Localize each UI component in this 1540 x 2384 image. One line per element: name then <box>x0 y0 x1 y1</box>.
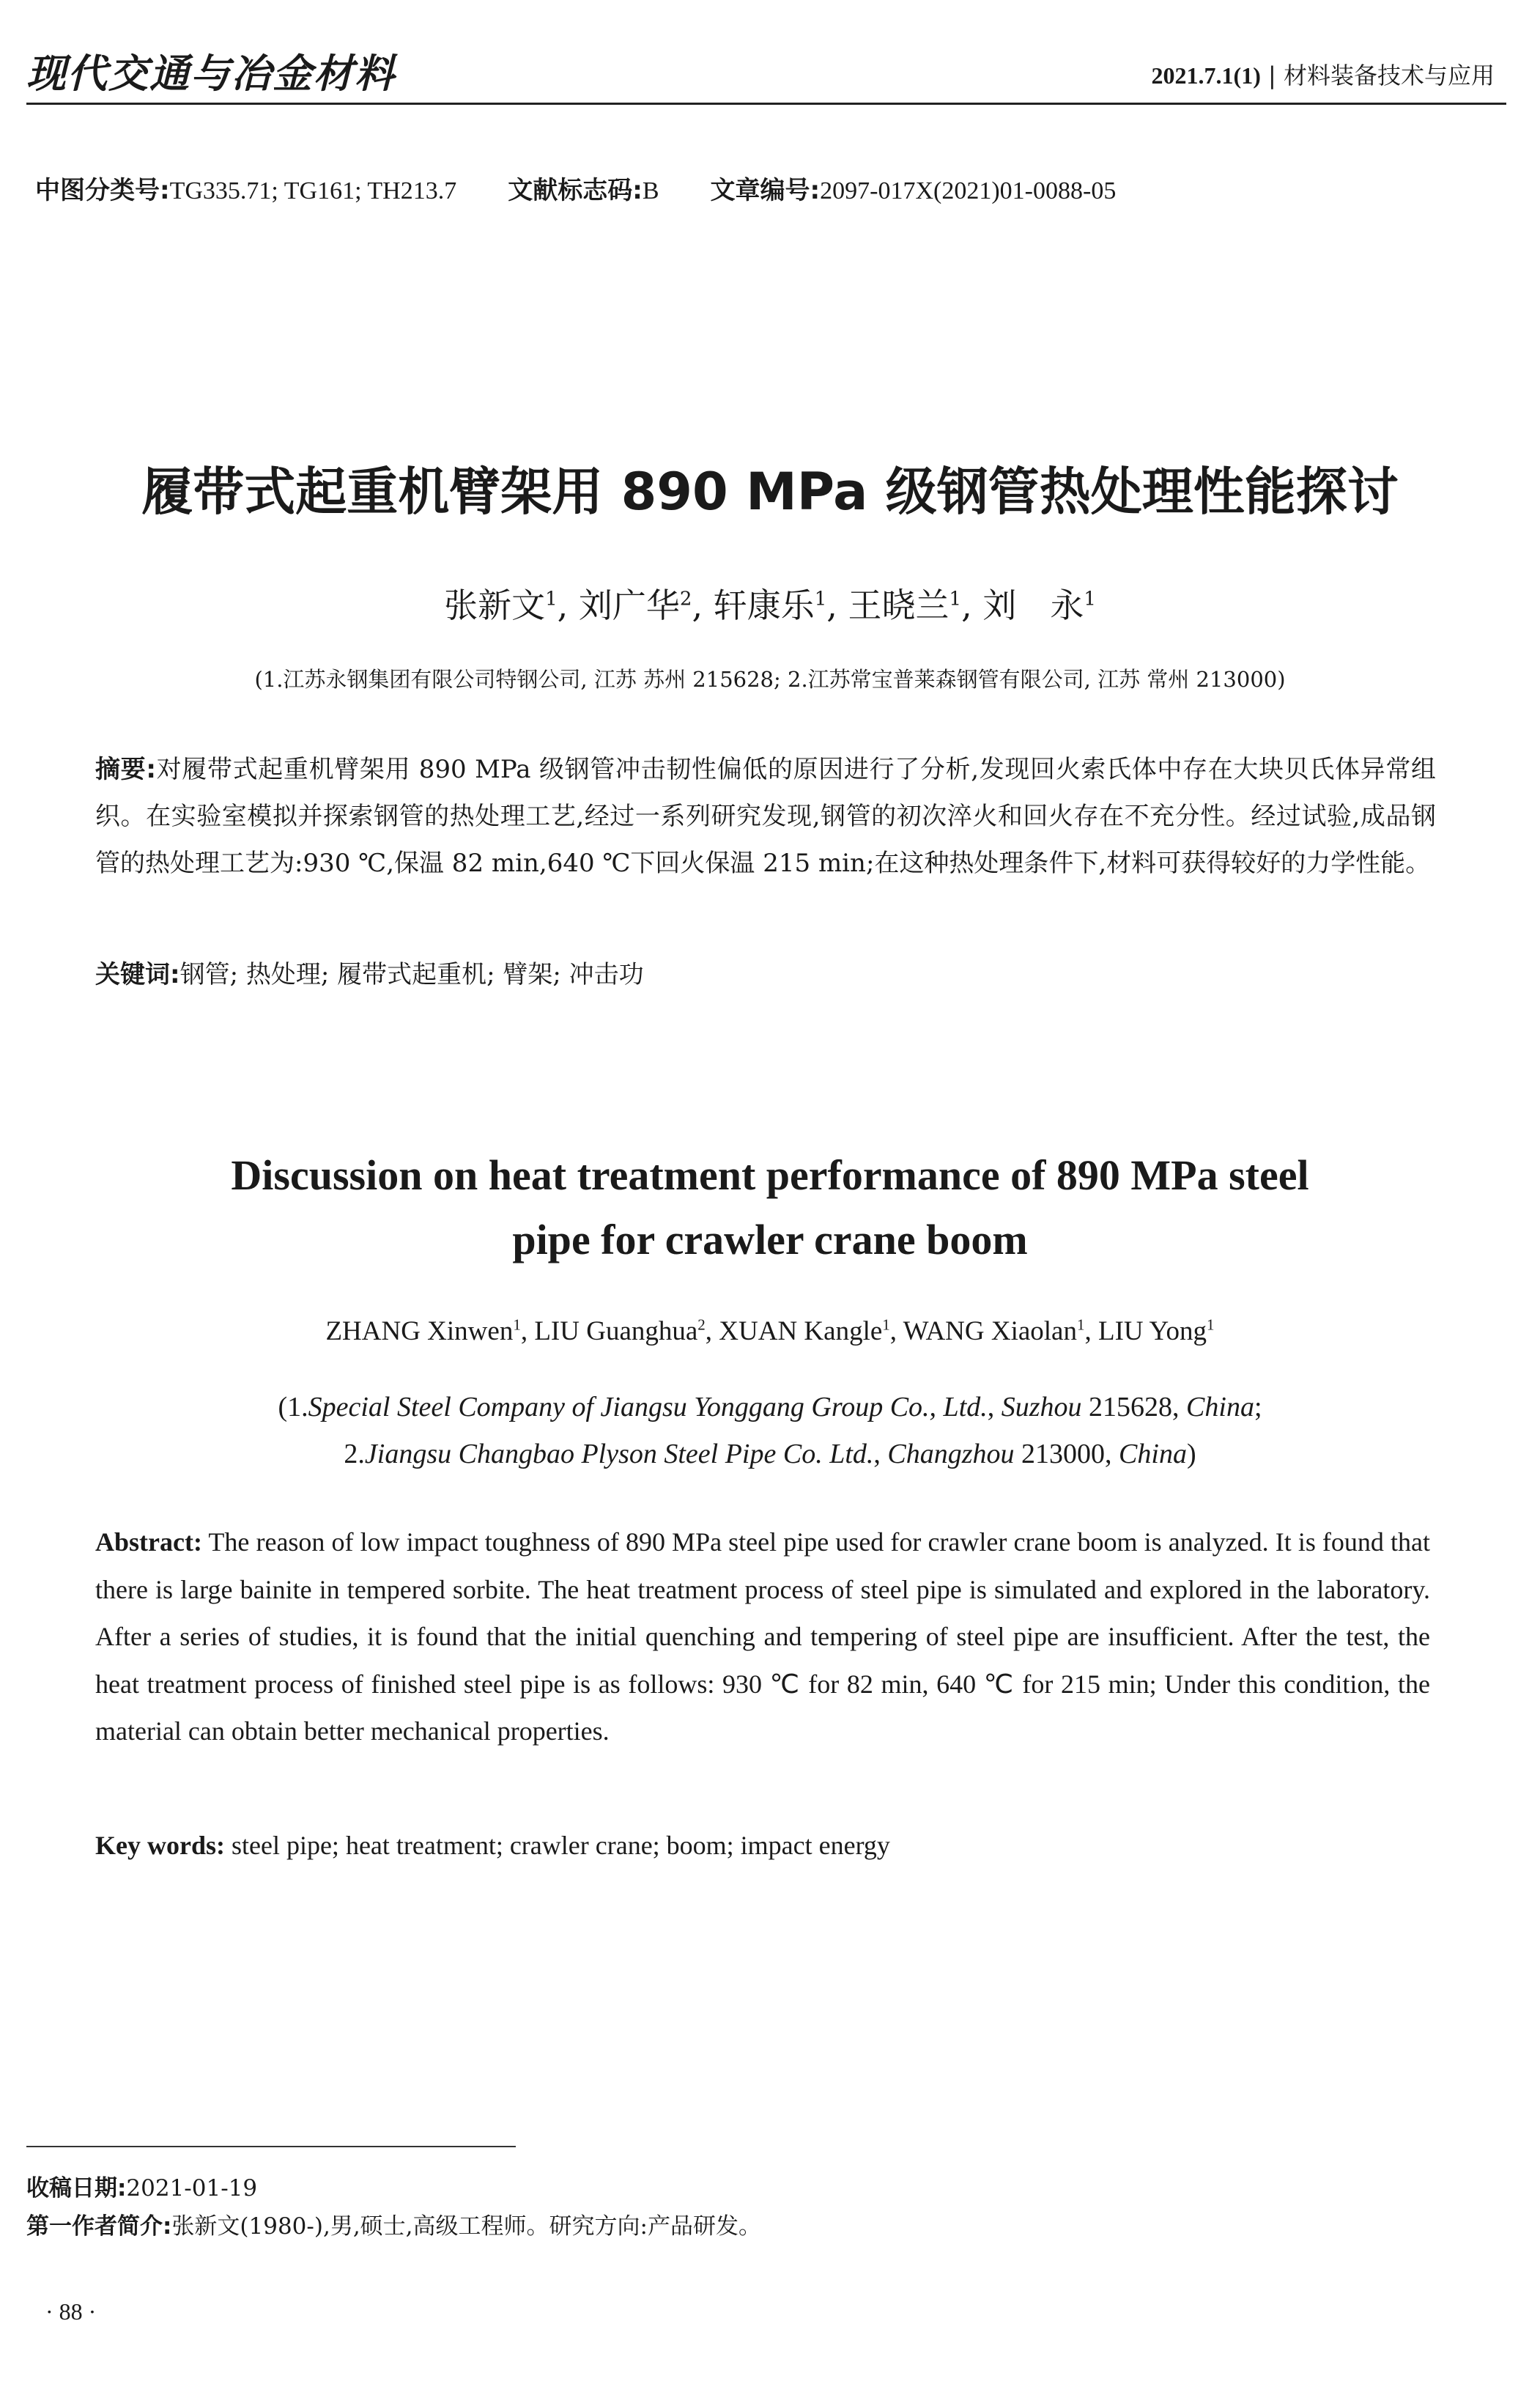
received-date <box>26 2169 257 2202</box>
issue-info: 2021.7.1(1) <box>1151 62 1261 89</box>
en-author: XUAN Kangle <box>719 1316 883 1346</box>
en-affiliation <box>0 1384 1540 1477</box>
affil-org: Jiangsu Changbao Plyson Steel Pipe Co. Ltd. <box>364 1439 874 1469</box>
cn-authors: 张新文$^1$, 刘广华$^2$, 轩康乐$^1$, 王晓兰$^1$, 刘 永$^1$ <box>444 586 1096 625</box>
en-authors: ZHANG Xinwen$^1$, LIU Guanghua$^2$, XUAN Kangle$^1$, WANG Xiaolan$^1$, LIU Yong$^1$ <box>325 1315 1215 1346</box>
first-author-bio <box>26 2207 761 2240</box>
cn-author-sup: 1 <box>814 588 827 610</box>
cn-title: 履带式起重机臂架用 890 MPa 级钢管热处理性能探讨 <box>141 462 1399 522</box>
cn-author-sup: 1 <box>545 588 558 610</box>
en-affil-line: 2.Jiangsu Changbao Plyson Steel Pipe Co. Ltd., Changzhou 213000, China) <box>344 1439 1196 1469</box>
en-author-sup: 1 <box>513 1315 521 1334</box>
affil-country: China <box>1119 1439 1187 1469</box>
cn-abstract-label: 摘要: <box>95 755 156 784</box>
received-value: 2021-01-19 <box>126 2175 258 2202</box>
en-author: ZHANG Xinwen <box>325 1316 514 1346</box>
clc-value: TG335.71; TG161; TH213.7 <box>169 177 457 204</box>
cn-author-sup: 1 <box>949 588 962 610</box>
cn-abstract-text: 对履带式起重机臂架用 890 MPa 级钢管冲击韧性偏低的原因进行了分析,发现回火索氏体中存在大块贝氏体异常组织。在实验室模拟并探索钢管的热处理工艺,经过一系列研究发现,钢管的初次淬火和回火存在不充分性。经过试验,成品钢管的热处理工艺为:930 ℃,保温 82 min,640 ℃下回火保温 215 min;在这种热处理条件下,材料可获得较好的力学性能。 <box>95 755 1436 878</box>
en-keywords <box>95 1822 1430 1870</box>
cn-author: 王晓兰 <box>848 586 949 625</box>
affil-city: Changzhou <box>887 1439 1015 1469</box>
en-keywords-label: Key words: <box>95 1831 225 1860</box>
header-separator: | <box>1268 62 1276 89</box>
en-abstract-text: The reason of low impact toughness of 890 MPa steel pipe used for crawler crane boom is analyzed. It is found that there is large bainite in tempered sorbite. The heat treatment process of steel pipe is simulated and explored in the laboratory. After a series of studies, it is found that the initial quenching and tempering of steel pipe are insufficient. After the test, the heat treatment process of finished steel pipe is as follows: 930 ℃ for 82 min, 640 ℃ for 215 min; Under this condition, the material can obtain better mechanical properties. <box>95 1527 1430 1746</box>
cn-keywords-text: 钢管; 热处理; 履带式起重机; 臂架; 冲击功 <box>179 960 644 989</box>
cn-affiliation: (1.江苏永钢集团有限公司特钢公司, 江苏 苏州 215628; 2.江苏常宝普莱森钢管有限公司, 江苏 常州 213000) <box>254 667 1286 692</box>
cn-author: 刘广华 <box>578 586 680 625</box>
cn-keywords <box>95 951 1436 998</box>
en-author: LIU Guanghua <box>534 1316 698 1346</box>
header-rule <box>26 103 1506 105</box>
first-author-value: 张新文(1980-),男,硕士,高级工程师。研究方向:产品研发。 <box>171 2213 761 2240</box>
en-abstract <box>95 1518 1430 1755</box>
en-author: WANG Xiaolan <box>903 1316 1077 1346</box>
doc-code-label: 文献标志码: <box>508 176 643 205</box>
en-author-sup: 1 <box>1207 1315 1215 1334</box>
journal-logo: 现代交通与冶金材料 <box>26 50 396 97</box>
affil-city: Suzhou <box>1001 1392 1082 1422</box>
classification-line <box>35 170 1116 206</box>
en-author-sup: 2 <box>697 1315 706 1334</box>
received-label: 收稿日期: <box>26 2175 127 2202</box>
cn-keywords-label: 关键词: <box>95 960 180 989</box>
en-affil-line: (1.Special Steel Company of Jiangsu Yonggang Group Co., Ltd., Suzhou 215628, China; <box>278 1392 1262 1422</box>
page-number: · 88 · <box>45 2298 97 2325</box>
affil-org: Special Steel Company of Jiangsu Yonggang Group Co., Ltd. <box>308 1392 988 1422</box>
doc-code-value: B <box>642 177 659 204</box>
article-no-value: 2097-017X(2021)01-0088-05 <box>820 177 1117 204</box>
cn-author: 轩康乐 <box>713 586 815 625</box>
en-abstract-label: Abstract: <box>95 1527 202 1557</box>
en-title-line: pipe for crawler crane boom <box>512 1216 1028 1263</box>
column-name: 材料装备技术与应用 <box>1283 62 1495 89</box>
cn-author: 刘 永 <box>982 586 1084 625</box>
en-keywords-text: steel pipe; heat treatment; crawler crane; boom; impact energy <box>231 1831 890 1860</box>
running-header <box>1152 57 1495 91</box>
clc-label: 中图分类号: <box>35 176 170 205</box>
cn-author: 张新文 <box>444 586 546 625</box>
en-title <box>0 1143 1540 1272</box>
affil-country: China <box>1186 1392 1254 1422</box>
cn-author-sup: 2 <box>679 588 692 610</box>
article-no-label: 文章编号: <box>710 176 821 205</box>
cn-abstract <box>95 746 1436 887</box>
cn-author-sup: 1 <box>1084 588 1096 610</box>
first-author-label: 第一作者简介: <box>26 2213 172 2240</box>
en-author: LIU Yong <box>1097 1316 1207 1346</box>
footnote-rule <box>26 2146 516 2147</box>
en-author-sup: 1 <box>882 1315 890 1334</box>
en-title-line: Discussion on heat treatment performance of 890 MPa steel <box>231 1151 1309 1199</box>
en-author-sup: 1 <box>1076 1315 1085 1334</box>
